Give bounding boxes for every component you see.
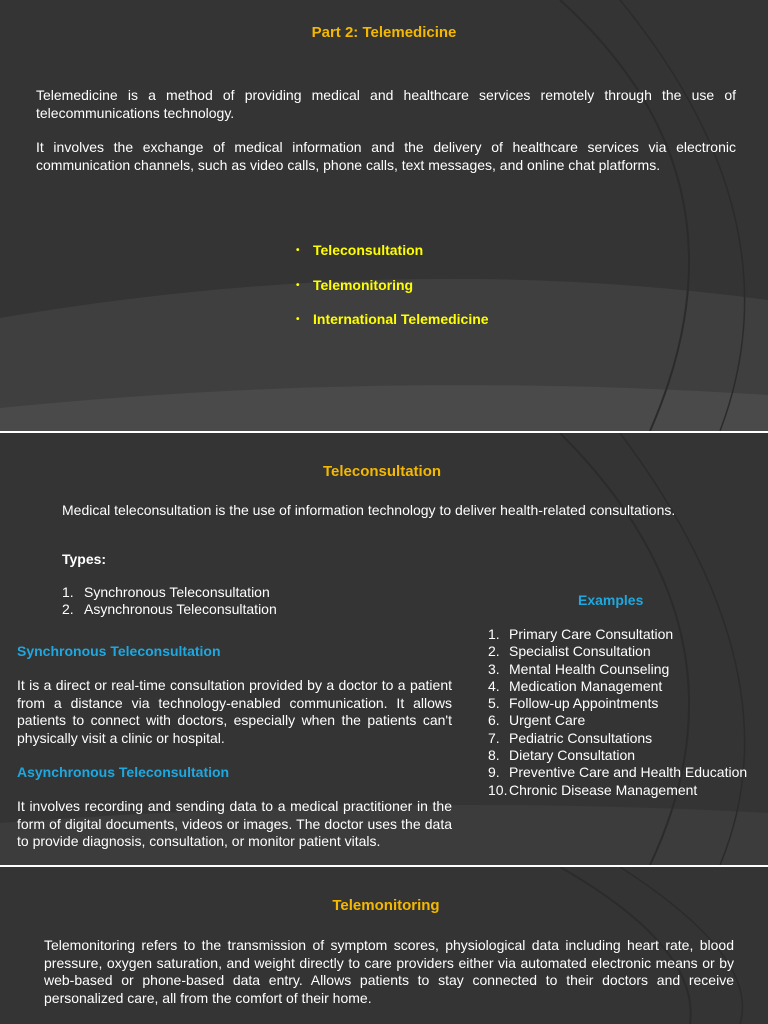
item-label: Follow-up Appointments [509, 695, 659, 712]
item-label: Dietary Consultation [509, 747, 636, 764]
item-label: Pediatric Consultations [509, 729, 653, 746]
description-paragraph: It involves the exchange of medical information and the delivery of healthcare services via electronic communication channels, such as video calls, phone calls, text messages, and online chat platforms. [36, 139, 736, 173]
topic-label: Teleconsultation [313, 242, 424, 258]
item-label: Medication Management [509, 677, 663, 694]
bullet-icon: • [296, 245, 300, 256]
slide-telemonitoring [0, 867, 768, 1024]
topic-label: International Telemedicine [313, 311, 489, 327]
item-number: 2. [488, 643, 500, 660]
types-list [62, 584, 277, 619]
bullet-icon: • [296, 314, 300, 325]
list-item [488, 730, 747, 747]
list-item [62, 584, 277, 601]
types-heading: Types: [62, 551, 107, 567]
item-number: 10. [488, 781, 508, 798]
item-number: 7. [488, 729, 500, 746]
list-item [488, 695, 747, 712]
item-label: Preventive Care and Health Education [509, 764, 748, 781]
list-item [488, 747, 747, 764]
item-label: Primary Care Consultation [509, 626, 674, 642]
topic-list [296, 242, 596, 346]
synchronous-paragraph: It is a direct or real-time consultation provided by a doctor to a patient from a distance via technology-enabled communication. It allows patients to connect with doctors, especially when the patients can't physically visit a clinic or hospital. [17, 677, 452, 746]
slide-telemedicine [0, 0, 768, 431]
slide-title: Teleconsultation [322, 463, 442, 480]
topic-item-international-telemedicine [296, 311, 596, 346]
topic-label: Telemonitoring [313, 276, 414, 293]
intro-paragraph: Telemedicine is a method of providing medical and healthcare services remotely through the use of telecommunications technology. [36, 87, 736, 121]
asynchronous-heading: Asynchronous Teleconsultation [17, 764, 230, 780]
slide-title: Part 2: Telemedicine [311, 24, 457, 41]
item-label: Asynchronous Teleconsultation [84, 601, 277, 618]
item-label: Chronic Disease Management [509, 781, 698, 798]
item-number: 9. [488, 764, 500, 781]
list-item [488, 678, 747, 695]
asynchronous-paragraph: It involves recording and sending data to a medical practitioner in the form of digital documents, videos or images. The doctor uses the data to provide diagnosis, consultation, or monitor patient vitals. [17, 798, 452, 849]
item-label: Synchronous Teleconsultation [84, 584, 270, 600]
item-label: Specialist Consultation [509, 643, 651, 660]
telemonitoring-paragraph: Telemonitoring refers to the transmission of symptom scores, physiological data including heart rate, blood pressure, oxygen saturation, and weight directly to care providers either via automated electronic means or by web-based or phone-based data entry. Allows patients to stay connected to their doctors and receive personalized care, all from the comfort of their home. [44, 937, 734, 1006]
item-number: 1. [488, 626, 500, 642]
slide-background-arcs [0, 0, 768, 431]
item-number: 6. [488, 712, 500, 729]
list-item [488, 712, 747, 729]
bullet-icon: • [296, 279, 300, 291]
item-number: 1. [62, 584, 74, 600]
item-label: Mental Health Counseling [509, 660, 670, 677]
slide-title: Telemonitoring [332, 897, 440, 914]
list-item [488, 661, 747, 678]
slide-teleconsultation [0, 433, 768, 865]
examples-list [488, 626, 747, 799]
list-item [488, 764, 747, 781]
topic-item-telemonitoring [296, 277, 596, 312]
examples-heading: Examples [578, 592, 644, 608]
item-number: 4. [488, 677, 500, 694]
synchronous-heading: Synchronous Teleconsultation [17, 643, 221, 659]
list-item [488, 782, 747, 799]
list-item [62, 601, 277, 618]
intro-paragraph: Medical teleconsultation is the use of information technology to deliver health-related consultations. [62, 502, 676, 518]
item-number: 3. [488, 660, 500, 677]
item-number: 2. [62, 601, 74, 618]
item-number: 5. [488, 695, 500, 712]
item-label: Urgent Care [509, 712, 586, 729]
list-item [488, 643, 747, 660]
topic-item-teleconsultation [296, 242, 596, 277]
list-item [488, 626, 747, 643]
item-number: 8. [488, 747, 500, 764]
